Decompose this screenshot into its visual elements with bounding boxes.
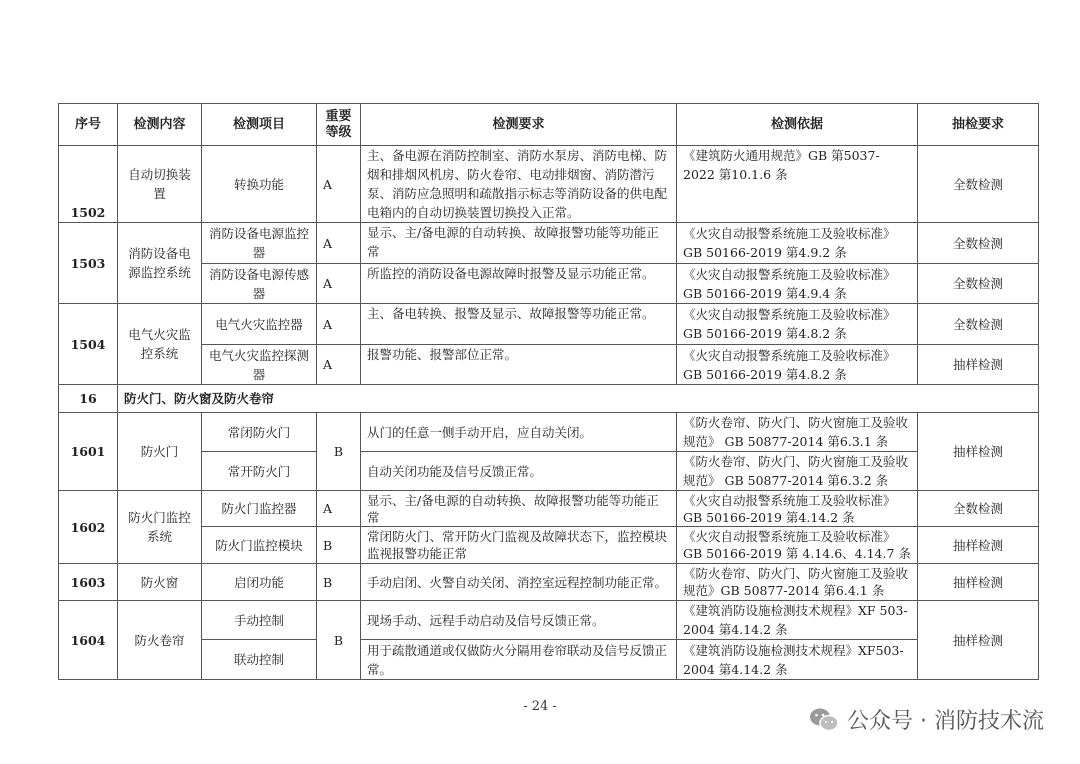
row-item: 防火门监控器 — [202, 491, 317, 527]
row-requirement: 主、备电转换、报警及显示、故障报警等功能正常。 — [361, 304, 677, 345]
header-content: 检测内容 — [118, 104, 202, 146]
section-row — [59, 385, 1039, 413]
row-basis: 《防火卷帘、防火门、防火窗施工及验收规范》 GB 50877-2014 第6.3.2 条 — [677, 452, 918, 491]
row-basis: 《建筑防火通用规范》GB 第5037-2022 第10.1.6 条 — [677, 146, 918, 223]
row-content: 防火卷帘 — [118, 601, 202, 680]
row-sampling: 全数检测 — [918, 264, 1039, 304]
table-row — [59, 452, 1039, 491]
row-item: 消防设备电源传感器 — [202, 264, 317, 304]
page-number: - 24 - — [523, 699, 557, 714]
row-item: 常闭防火门 — [202, 413, 317, 452]
row-level: A — [317, 223, 361, 264]
row-basis: 《火灾自动报警系统施工及验收标准》GB 50166-2019 第4.8.2 条 — [677, 304, 918, 345]
table-row — [59, 527, 1039, 564]
row-basis: 《建筑消防设施检测技术规程》XF503-2004 第4.14.2 条 — [677, 640, 918, 680]
table-row — [59, 304, 1039, 345]
row-item: 防火门监控模块 — [202, 527, 317, 564]
row-sampling: 全数检测 — [918, 146, 1039, 223]
row-item: 启闭功能 — [202, 564, 317, 601]
row-requirement: 主、备电源在消防控制室、消防水泵房、消防电梯、防烟和排烟风机房、防火卷帘、电动排烟窗、消防潜污泵、消防应急照明和疏散指示标志等消防设备的供电配电箱内的自动切换装置切换投入正常。 — [361, 146, 677, 223]
row-content: 防火门监控系统 — [118, 491, 202, 564]
table-row — [59, 601, 1039, 640]
row-basis: 《火灾自动报警系统施工及验收标准》GB 50166-2019 第4.9.2 条 — [677, 223, 918, 264]
header-no: 序号 — [59, 104, 118, 146]
table-row — [59, 146, 1039, 223]
row-no: 1602 — [59, 491, 118, 564]
row-requirement: 自动关闭功能及信号反馈正常。 — [361, 452, 677, 491]
row-level: B — [317, 527, 361, 564]
row-basis: 《建筑消防设施检测技术规程》XF 503-2004 第4.14.2 条 — [677, 601, 918, 640]
header-sampling: 抽检要求 — [918, 104, 1039, 146]
row-basis: 《防火卷帘、防火门、防火窗施工及验收规范》GB 50877-2014 第6.4.1 条 — [677, 564, 918, 601]
row-level: A — [317, 491, 361, 527]
wechat-icon — [809, 707, 839, 733]
row-item: 电气火灾监控探测器 — [202, 345, 317, 385]
row-item: 消防设备电源监控器 — [202, 223, 317, 264]
header-requirement: 检测要求 — [361, 104, 677, 146]
row-basis: 《火灾自动报警系统施工及验收标准》GB 50166-2019 第4.14.2 条 — [677, 491, 918, 527]
row-no: 1604 — [59, 601, 118, 680]
row-no: 1504 — [59, 304, 118, 385]
row-basis: 《防火卷帘、防火门、防火窗施工及验收规范》 GB 50877-2014 第6.3.1 条 — [677, 413, 918, 452]
row-content: 消防设备电源监控系统 — [118, 223, 202, 304]
row-item: 电气火灾监控器 — [202, 304, 317, 345]
row-content: 防火窗 — [118, 564, 202, 601]
row-item: 常开防火门 — [202, 452, 317, 491]
row-basis: 《火灾自动报警系统施工及验收标准》GB 50166-2019 第4.9.4 条 — [677, 264, 918, 304]
table-header-row — [59, 104, 1039, 146]
row-level: A — [317, 264, 361, 304]
row-level: B — [317, 564, 361, 601]
row-requirement: 常闭防火门、常开防火门监视及故障状态下，监控模块监视报警功能正常 — [361, 527, 677, 564]
row-level: B — [317, 601, 361, 680]
row-level: B — [317, 413, 361, 491]
inspection-table — [58, 103, 1039, 680]
row-sampling: 抽样检测 — [918, 601, 1039, 680]
row-requirement: 所监控的消防设备电源故障时报警及显示功能正常。 — [361, 264, 677, 304]
row-requirement: 用于疏散通道或仅做防火分隔用卷帘联动及信号反馈正常。 — [361, 640, 677, 680]
row-basis: 《火灾自动报警系统施工及验收标准》GB 50166-2019 第 4.14.6、4.14.7 条 — [677, 527, 918, 564]
row-sampling: 抽样检测 — [918, 527, 1039, 564]
row-level: A — [317, 304, 361, 345]
row-requirement: 从门的任意一侧手动开启，应自动关闭。 — [361, 413, 677, 452]
row-sampling: 全数检测 — [918, 304, 1039, 345]
row-item: 联动控制 — [202, 640, 317, 680]
section-no: 16 — [59, 385, 118, 413]
row-item: 手动控制 — [202, 601, 317, 640]
row-level: A — [317, 146, 361, 223]
row-sampling: 抽样检测 — [918, 413, 1039, 491]
watermark-text: 公众号 · 消防技术流 — [847, 709, 1044, 734]
row-no: 1503 — [59, 223, 118, 304]
row-basis: 《火灾自动报警系统施工及验收标准》GB 50166-2019 第4.8.2 条 — [677, 345, 918, 385]
row-content: 电气火灾监控系统 — [118, 304, 202, 385]
table-row — [59, 640, 1039, 680]
row-level: A — [317, 345, 361, 385]
section-title: 防火门、防火窗及防火卷帘 — [118, 385, 1039, 413]
header-item: 检测项目 — [202, 104, 317, 146]
table-row — [59, 264, 1039, 304]
row-requirement: 手动启闭、火警自动关闭、消控室远程控制功能正常。 — [361, 564, 677, 601]
table-row — [59, 564, 1039, 601]
row-sampling: 全数检测 — [918, 491, 1039, 527]
row-sampling: 抽样检测 — [918, 345, 1039, 385]
header-basis: 检测依据 — [677, 104, 918, 146]
row-sampling: 全数检测 — [918, 223, 1039, 264]
row-content: 防火门 — [118, 413, 202, 491]
row-content: 自动切换装置 — [118, 146, 202, 223]
row-requirement: 显示、主/备电源的自动转换、故障报警功能等功能正常 — [361, 223, 677, 264]
header-level: 重要等级 — [317, 104, 361, 146]
watermark — [809, 704, 1044, 735]
table-row — [59, 491, 1039, 527]
table-row — [59, 345, 1039, 385]
table-row — [59, 223, 1039, 264]
row-no: 1603 — [59, 564, 118, 601]
row-requirement: 显示、主/备电源的自动转换、故障报警功能等功能正常 — [361, 491, 677, 527]
row-sampling: 抽样检测 — [918, 564, 1039, 601]
row-requirement: 报警功能、报警部位正常。 — [361, 345, 677, 385]
row-no: 1502 — [59, 146, 118, 223]
row-requirement: 现场手动、远程手动启动及信号反馈正常。 — [361, 601, 677, 640]
row-no: 1601 — [59, 413, 118, 491]
row-item: 转换功能 — [202, 146, 317, 223]
table-row — [59, 413, 1039, 452]
